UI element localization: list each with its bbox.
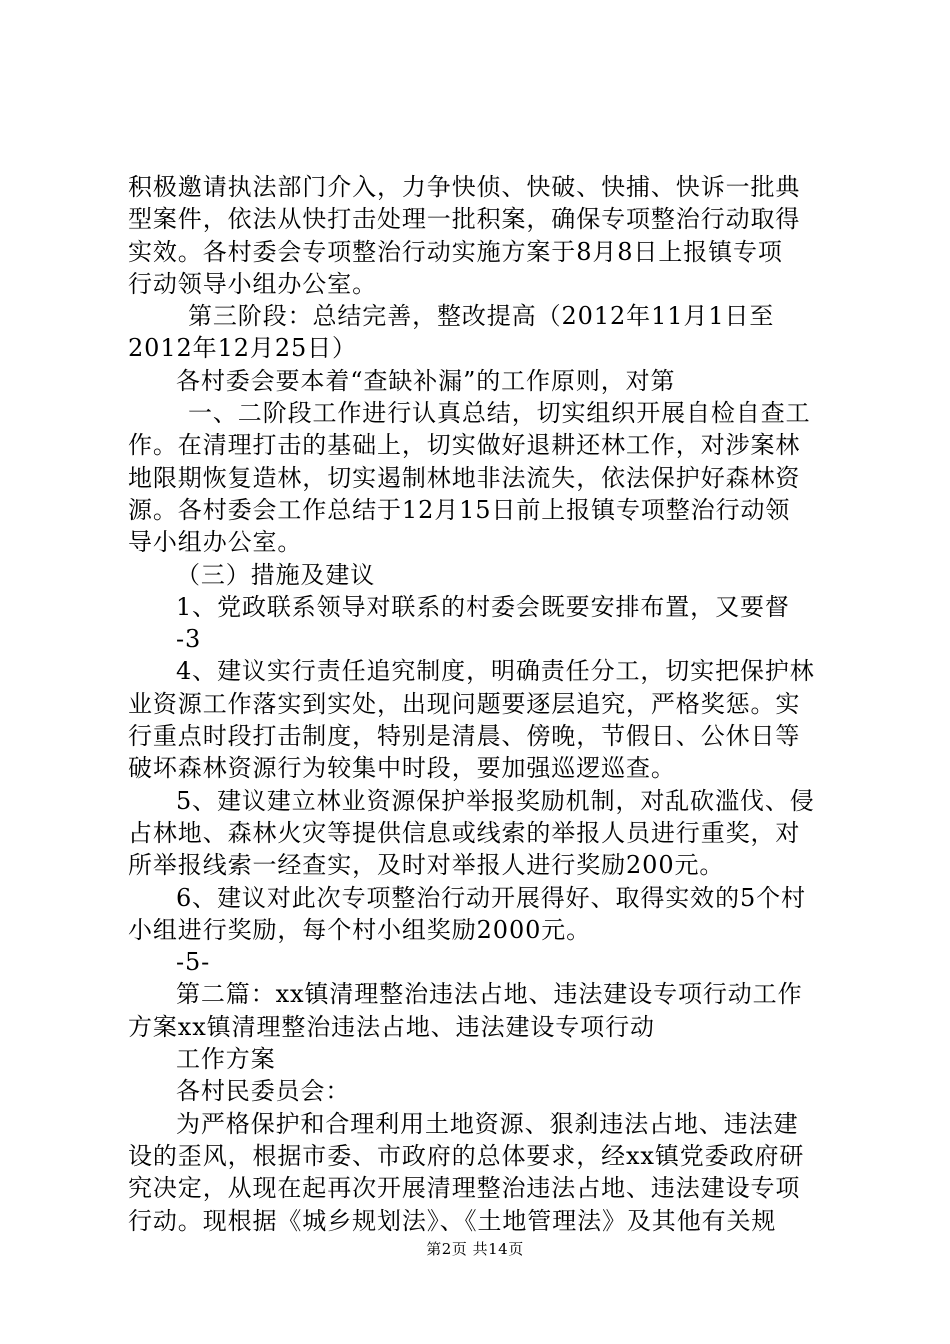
text-line: 2012年12月25日）	[128, 334, 357, 363]
text-line: 业资源工作落实到实处，出现问题要逐层追究，严格奖惩。实	[128, 689, 801, 718]
text-line: 小组进行奖励，每个村小组奖励2000元。	[128, 915, 592, 944]
text-line: 所举报线索一经查实，及时对举报人进行奖励200元。	[128, 851, 725, 880]
text-line: 占林地、森林火灾等提供信息或线索的举报人员进行重奖，对	[128, 818, 801, 847]
page-marker: -3	[176, 625, 202, 654]
text-line: 地限期恢复造林，切实遏制林地非法流失，依法保护好森林资	[128, 463, 801, 492]
chapter-title: 第二篇：xx镇清理整治违法占地、违法建设专项行动工作	[176, 980, 803, 1009]
text-line: 设的歪风，根据市委、市政府的总体要求，经xx镇党委政府研	[128, 1141, 805, 1170]
text-line: 4、建议实行责任追究制度，明确责任分工，切实把保护林	[176, 657, 815, 686]
page-marker: -5-	[176, 948, 211, 977]
text-line: 6、建议对此次专项整治行动开展得好、取得实效的5个村	[176, 883, 806, 912]
section-heading: （三）措施及建议	[176, 560, 376, 589]
text-line: 一、二阶段工作进行认真总结，切实组织开展自检自查工	[188, 399, 811, 428]
page-footer: 第2页 共14页	[426, 1240, 524, 1258]
text-line: 型案件，依法从快打击处理一批积案，确保专项整治行动取得	[128, 205, 801, 234]
text-line: 作。在清理打击的基础上，切实做好退耕还林工作，对涉案林	[128, 431, 801, 460]
text-line: 各村委会要本着“查缺补漏”的工作原则，对第	[176, 366, 676, 395]
text-line: 实效。各村委会专项整治行动实施方案于8月8日上报镇专项	[128, 237, 783, 266]
document-body	[128, 171, 833, 1237]
text-line: 积极邀请执法部门介入，力争快侦、快破、快捕、快诉一批典	[128, 173, 801, 201]
text-line: 行动领导小组办公室。	[128, 269, 377, 298]
salutation: 各村民委员会：	[176, 1077, 351, 1106]
text-line: 第三阶段：总结完善，整改提高（2012年11月1日至	[188, 302, 775, 331]
text-line: 导小组办公室。	[128, 528, 303, 557]
text-line: 为严格保护和合理利用土地资源、狠刹违法占地、违法建	[176, 1109, 799, 1138]
text-line: 究决定，从现在起再次开展清理整治违法占地、违法建设专项	[128, 1174, 801, 1203]
text-line: 破坏森林资源行为较集中时段，要加强巡逻巡查。	[128, 754, 676, 783]
text-line: 源。各村委会工作总结于12月15日前上报镇专项整治行动领	[128, 495, 791, 524]
text-line: 行重点时段打击制度，特别是清晨、傍晚，节假日、公休日等	[128, 722, 801, 751]
text-line: 5、建议建立林业资源保护举报奖励机制，对乱砍滥伐、侵	[176, 786, 815, 815]
text-line: 工作方案	[176, 1045, 276, 1074]
text-line: 1、党政联系领导对联系的村委会既要安排布置，又要督	[176, 592, 790, 621]
text-line: 行动。现根据《城乡规划法》、《土地管理法》及其他有关规	[128, 1206, 777, 1235]
chapter-title: 方案xx镇清理整治违法占地、违法建设专项行动	[128, 1012, 655, 1041]
